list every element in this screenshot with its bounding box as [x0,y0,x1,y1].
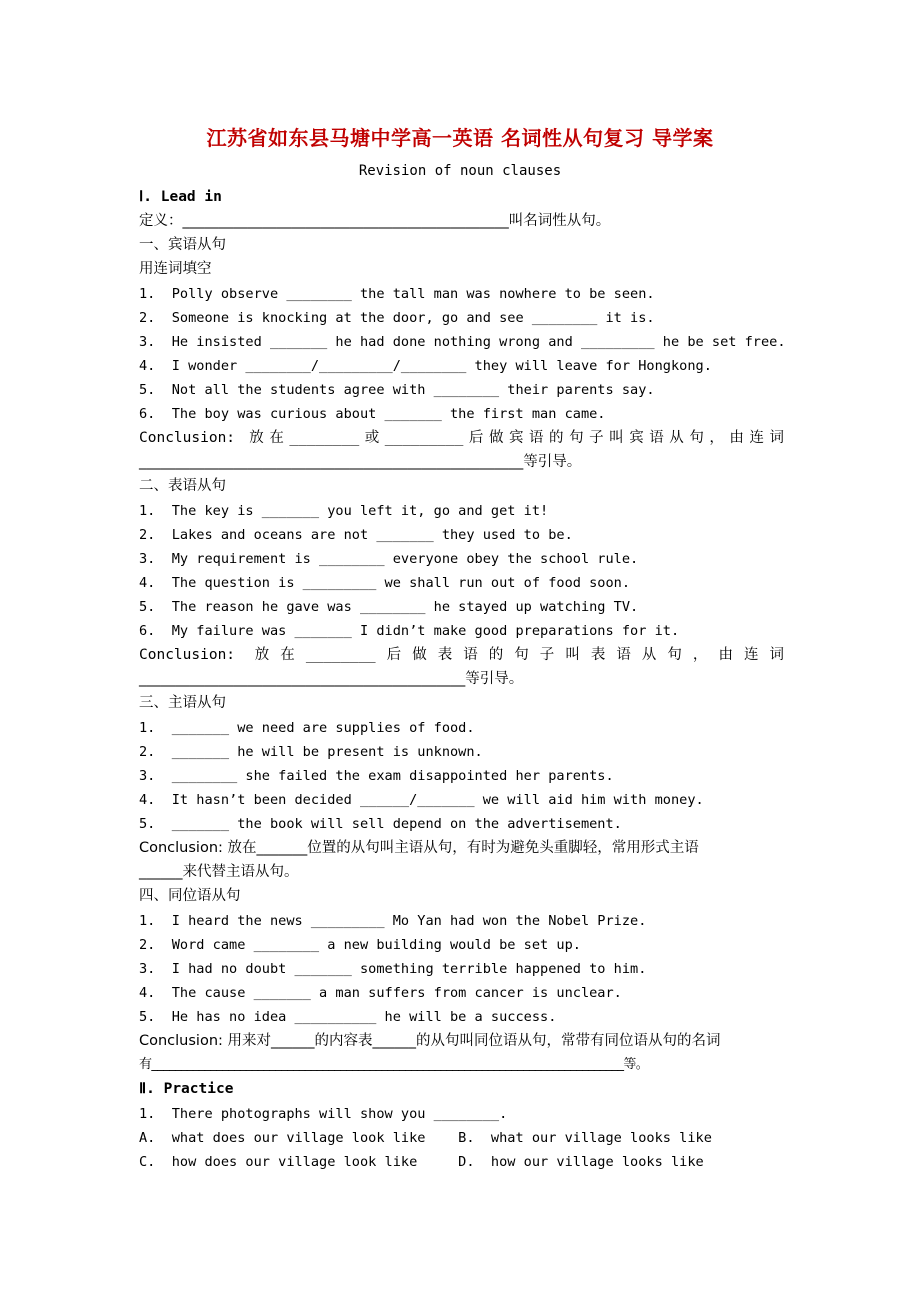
exercise-line: 2. Lakes and oceans are not _______ they used to be. [139,527,573,543]
answer-options-line: A. what does our village look like B. what our village looks like [139,1130,712,1146]
exercise-line: 4. The cause _______ a man suffers from cancer is unclear. [139,985,622,1001]
section-heading-lead-in: Ⅰ. Lead in [139,189,222,205]
exercise-line: 6. My failure was _______ I didn’t make good preparations for it. [139,623,680,639]
conclusion-line: _____________________________________________________等引导。 [139,454,582,470]
exercise-line: 4. I wonder ________/_________/________ they will leave for Hongkong. [139,358,712,374]
conclusion-line: Conclusion: 用来对______的内容表______的从句叫同位语从句，常带有同位语从句的名词 [139,1033,721,1049]
instruction-text: 用连词填空 [139,261,212,277]
exercise-line: 2. Someone is knocking at the door, go and see ________ it is. [139,310,655,326]
exercise-line: 3. ________ she failed the exam disappointed her parents. [139,768,614,784]
exercise-line: 3. He insisted _______ he had done nothing wrong and _________ he be set free. [139,334,786,350]
section-heading-subject-clause: 三、主语从句 [139,695,226,711]
conclusion-line: Conclusion: 放在________或_________后做宾语的句子叫宾语从句，由连词 [139,430,784,446]
exercise-line: 5. The reason he gave was ________ he stayed up watching TV. [139,599,639,615]
conclusion-line: ______来代替主语从句。 [139,864,299,880]
conclusion-line: _____________________________________________等引导。 [139,671,524,687]
question-line: 1. There photographs will show you ________. [139,1106,508,1122]
exercise-line: 5. _______ the book will sell depend on the advertisement. [139,816,622,832]
exercise-line: 5. Not all the students agree with ________ their parents say. [139,382,655,398]
section-heading-practice: Ⅱ. Practice [139,1081,234,1097]
exercise-line: 2. Word came ________ a new building would be set up. [139,937,581,953]
exercise-line: 1. I heard the news _________ Mo Yan had won the Nobel Prize. [139,913,647,929]
answer-options-line: C. how does our village look like D. how our village looks like [139,1154,704,1170]
exercise-line: 1. Polly observe ________ the tall man was nowhere to be seen. [139,286,655,302]
section-heading-appositive-clause: 四、同位语从句 [139,888,241,904]
exercise-line: 1. The key is _______ you left it, go and get it! [139,503,549,519]
conclusion-line: 有________________________________________________________________________________等。 [139,1057,649,1072]
exercise-line: 6. The boy was curious about _______ the first man came. [139,406,606,422]
page-title: 江苏省如东县马塘中学高一英语 名词性从句复习 导学案 [206,126,714,150]
page-subtitle: Revision of noun clauses [358,163,562,179]
exercise-line: 3. I had no doubt _______ something terrible happened to him. [139,961,647,977]
conclusion-line: Conclusion: 放在_______位置的从句叫主语从句，有时为避免头重脚轻，常用形式主语 [139,840,699,856]
exercise-line: 3. My requirement is ________ everyone obey the school rule. [139,551,639,567]
exercise-line: 2. _______ he will be present is unknown. [139,744,483,760]
exercise-line: 4. The question is _________ we shall run out of food soon. [139,575,631,591]
exercise-line: 5. He has no idea __________ he will be a success. [139,1009,557,1025]
exercise-line: 4. It hasn’t been decided ______/_______ we will aid him with money. [139,792,704,808]
definition-line: 定义：_____________________________________________叫名词性从句。 [139,213,611,229]
exercise-line: 1. _______ we need are supplies of food. [139,720,475,736]
section-heading-object-clause: 一、宾语从句 [139,237,226,253]
conclusion-line: Conclusion: 放在________后做表语的句子叫表语从句，由连词 [139,647,784,663]
section-heading-predicative-clause: 二、表语从句 [139,478,226,494]
